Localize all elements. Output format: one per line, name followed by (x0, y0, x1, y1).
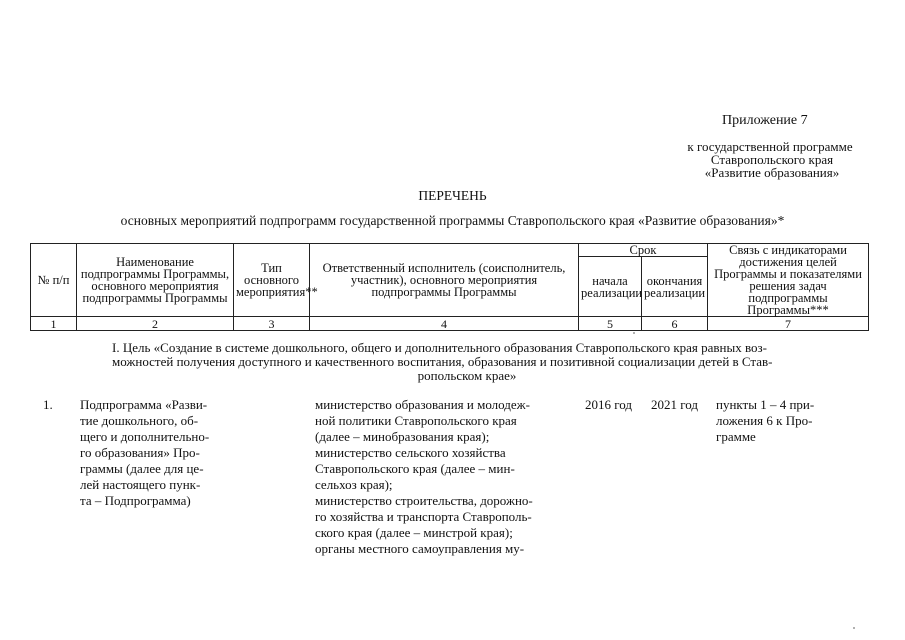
header-end: окончания реализации (642, 257, 708, 317)
subprogram-name-line: лей настоящего пунк- (80, 477, 201, 492)
subprogram-name-line: щего и дополнительно- (80, 429, 210, 444)
executor-line: го хозяйства и транспорта Ставрополь- (315, 509, 532, 524)
annex-line: «Развитие образования» (704, 165, 840, 180)
executor-line: ского края (далее – минстрой края); (315, 525, 513, 540)
header-link: Связь с индикаторами достижения целей Программы и показателями решения задач подпрограммы Программы*** (708, 244, 869, 317)
column-number: 4 (310, 317, 579, 331)
goal-line: I. Цель «Создание в системе дошкольного, общего и дополнительного образования Ставропольского края равных воз- (112, 340, 767, 355)
subprogram-name-line: го образования» Про- (80, 445, 200, 460)
column-number: 1 (31, 317, 77, 331)
annex-line: к государственной программе (687, 139, 853, 154)
header-type: Тип основного мероприятия** (234, 244, 310, 317)
subprogram-name-line: тие дошкольного, об- (80, 413, 199, 428)
executor-line: министерство образования и молодеж- (315, 397, 530, 412)
scan-speck (853, 627, 855, 629)
subprogram-name-line: Подпрограмма «Разви- (80, 397, 208, 412)
annex-line: Ставропольского края (710, 152, 834, 167)
indicator-link-line: пункты 1 – 4 при- (716, 397, 815, 412)
column-number: 6 (642, 317, 708, 331)
header-num: № п/п (31, 244, 77, 317)
document-title: ПЕРЕЧЕНЬ (418, 188, 487, 203)
indicator-link-line: ложения 6 к Про- (716, 413, 813, 428)
scan-speck (633, 332, 635, 334)
indicator-link-line: грамме (716, 429, 756, 444)
document-subtitle: основных мероприятий подпрограмм государственной программы Ставропольского края «Развитие образования»* (120, 213, 785, 228)
indicator-link (716, 397, 861, 445)
subprogram-name-line: та – Подпрограмма) (80, 493, 191, 508)
executor-line: министерство сельского хозяйства (315, 445, 506, 460)
header-term: Срок (579, 244, 708, 257)
annex-title: Приложение 7 (722, 113, 808, 128)
header-start: начала реализации (579, 257, 642, 317)
goal-line: можностей получения доступного и качественного воспитания, образования и позитивной социализации детей в Став- (112, 354, 773, 369)
goal-section (112, 341, 852, 383)
executor-line: Ставропольского края (далее – мин- (315, 461, 515, 476)
responsible-executor (315, 397, 578, 557)
executor-line: министерство строительства, дорожно- (315, 493, 533, 508)
executor-line: ной политики Ставропольского края (315, 413, 517, 428)
column-number: 3 (234, 317, 310, 331)
subprogram-name (80, 397, 240, 509)
subprogram-name-line: граммы (далее для це- (80, 461, 204, 476)
row-number: 1. (43, 397, 53, 412)
end-year: 2021 год (651, 397, 698, 412)
executor-line: сельхоз края); (315, 477, 393, 492)
start-year: 2016 год (585, 397, 632, 412)
column-number: 2 (77, 317, 234, 331)
executor-line: (далее – минобразования края); (315, 429, 490, 444)
goal-line: ропольском крае» (417, 368, 517, 383)
header-table (30, 243, 869, 331)
header-executor: Ответственный исполнитель (соисполнитель, участник), основного мероприятия подпрограммы Программы (310, 244, 579, 317)
executor-line: органы местного самоуправления му- (315, 541, 525, 556)
column-number: 5 (579, 317, 642, 331)
column-number: 7 (708, 317, 869, 331)
header-name: Наименование подпрограммы Программы, основного мероприятия подпрограммы Программы (77, 244, 234, 317)
